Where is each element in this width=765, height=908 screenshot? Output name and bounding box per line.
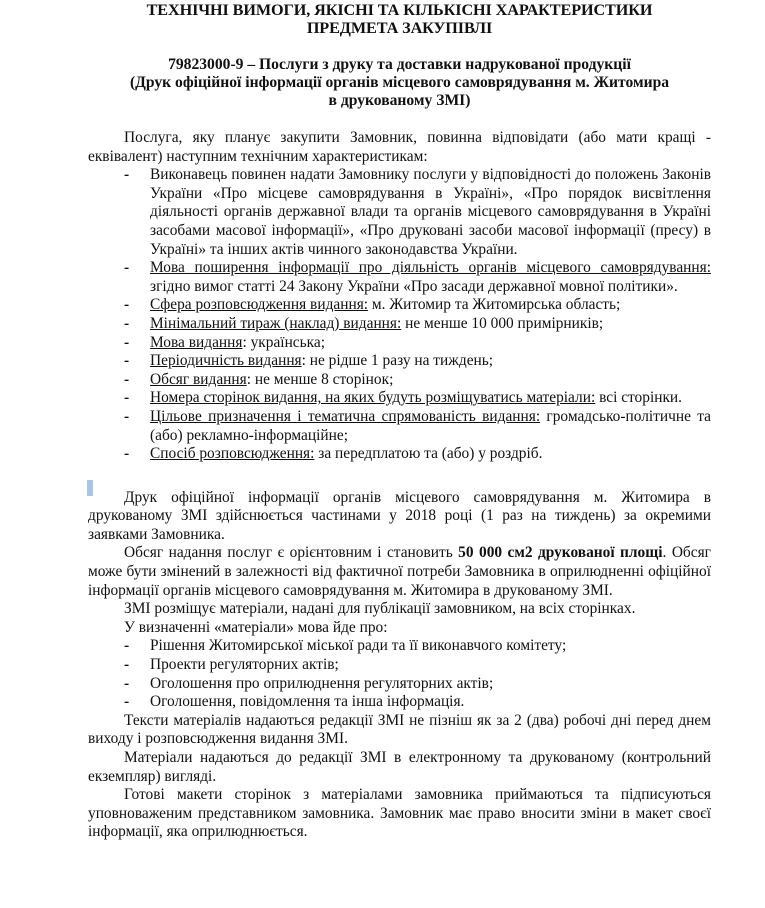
print-paragraph: Друк офіційної інформації органів місцевого самоврядування м. Житомира в друкованому ЗМІ здійснюється частинами у 2018 році (1 раз на тиждень) за окремими заявками Замовника. [88, 488, 711, 543]
document-title [88, 0, 711, 37]
title-line-1: ТЕХНІЧНІ ВИМОГИ, ЯКІСНІ ТА КІЛЬКІСНІ ХАРАКТЕРИСТИКИ [146, 1, 653, 19]
material-item: - Проекти регуляторних актів; [124, 656, 339, 674]
requirement-label: Спосіб розповсюдження: [150, 445, 315, 463]
requirement-label: Сфера розповсюдження видання: [150, 296, 369, 314]
document-page [88, 0, 711, 842]
requirement-item: - Мова видання: українська; [124, 333, 326, 351]
requirement-item: - Спосіб розповсюдження: за передплатою та (або) у роздріб. [124, 445, 543, 463]
dash-bullet-icon: - [124, 656, 130, 674]
requirement-label: Мова поширення інформації про діяльність органів місцевого самоврядування: [150, 259, 711, 277]
dash-bullet-icon: - [124, 637, 130, 655]
material-item: - Оголошення, повідомлення та інша інформація. [124, 693, 465, 711]
requirement-item: - Періодичність видання: не рідше 1 разу на тиждень; [124, 352, 494, 370]
dash-bullet-icon: - [124, 296, 130, 314]
material-item: - Рішення Житомирської міської ради та її виконавчого комітету; [124, 637, 567, 655]
title-line-2: ПРЕДМЕТА ЗАКУПІВЛІ [306, 19, 493, 37]
requirement-label: Періодичність видання [150, 352, 302, 370]
media-paragraph: ЗМІ розміщує матеріали, надані для публікації замовником, на всіх сторінках. [124, 600, 636, 618]
requirement-item: - Сфера розповсюдження видання: м. Житомир та Житомирська область; [124, 296, 621, 314]
dash-bullet-icon: - [124, 370, 130, 388]
subtitle-line-3: в друкованому ЗМІ) [328, 92, 471, 109]
requirement-item: - Мінімальний тираж (наклад) видання: не менше 10 000 примірників; [124, 314, 604, 332]
material-item: - Оголошення про оприлюднення регуляторних актів; [124, 674, 494, 692]
materials-list [88, 637, 711, 711]
dash-bullet-icon: - [124, 389, 130, 407]
materials-intro: У визначенні «матеріали» мова йде про: [124, 618, 388, 636]
dash-bullet-icon: - [124, 166, 130, 184]
requirement-label: Обсяг видання [150, 370, 247, 388]
intro-paragraph: Послуга, яку планує закупити Замовник, повинна відповідати (або мати кращі - еквівалент) наступним технічним характеристикам: [88, 129, 711, 165]
document-subtitle [88, 56, 711, 110]
requirement-item: - Мова поширення інформації про діяльність органів місцевого самоврядування: згідно вимог статті 24 Закону України «Про засади державної мовної політики». [124, 259, 711, 295]
volume-paragraph: Обсяг надання послуг є орієнтовним і становить 50 000 см2 друкованої площі. Обсяг може бути змінений в залежності від фактичної потреби Замовника в оприлюдненні офіційної інформації органів місцевого самоврядування м. Житомира в друкованому ЗМІ. [88, 544, 711, 599]
dash-bullet-icon: - [124, 445, 130, 463]
requirement-item: - Цільове призначення і тематична спрямованість видання: громадсько-політичне та (або) рекламно-інформаційне; [124, 407, 712, 444]
dash-bullet-icon: - [124, 333, 130, 351]
dash-bullet-icon: - [124, 314, 130, 332]
dash-bullet-icon: - [124, 259, 130, 277]
dash-bullet-icon: - [124, 674, 130, 692]
requirement-item: - Виконавець повинен надати Замовнику послуги у відповідності до положень Законів України «Про місцеве самоврядування в Україні», «Про порядок висвітлення діяльності органів державної влади та органів місцевого самоврядування в Україні засобами масової інформації», «Про друковані засоби масової інформації (пресу) в Україні» та інших актів чинного законодавства України. [124, 166, 711, 258]
requirement-label: Номера сторінок видання, на яких будуть розміщуватись матеріали: [150, 389, 596, 407]
layouts-paragraph: Готові макети сторінок з матеріалами замовника приймаються та підписуються уповноваженим представником замовника. Замовник має право вносити зміни в макет своєї інформації, яка оприлюднюється. [88, 786, 711, 841]
requirements-list [88, 166, 711, 464]
requirement-item: - Обсяг видання: не менше 8 сторінок; [124, 370, 394, 388]
dash-bullet-icon: - [124, 352, 130, 370]
empty-line [88, 464, 711, 483]
subtitle-line-1: 79823000-9 – Послуги з друку та доставки надрукованої продукції [168, 56, 631, 73]
dash-bullet-icon: - [124, 693, 130, 711]
volume-amount: 50 000 см2 друкованої площі [458, 544, 663, 562]
requirement-item: - Номера сторінок видання, на яких будуть розміщуватись матеріали: всі сторінки. [124, 389, 683, 407]
deadline-paragraph: Тексти матеріалів надаються редакції ЗМІ не пізніш як за 2 (два) робочі дні перед днем виходу і розповсюдження видання ЗМІ. [88, 711, 711, 748]
requirement-label: Цільове призначення і тематична спрямованість видання: [150, 407, 541, 425]
subtitle-line-2: (Друк офіційної інформації органів місцевого самоврядування м. Житомира [129, 74, 670, 91]
requirement-label: Мова видання [150, 333, 243, 351]
requirement-label: Мінімальний тираж (наклад) видання: [150, 314, 402, 332]
dash-bullet-icon: - [124, 407, 130, 425]
format-paragraph: Матеріали надаються до редакції ЗМІ в електронному та друкованому (контрольний екземпляр) вигляді. [88, 749, 711, 785]
